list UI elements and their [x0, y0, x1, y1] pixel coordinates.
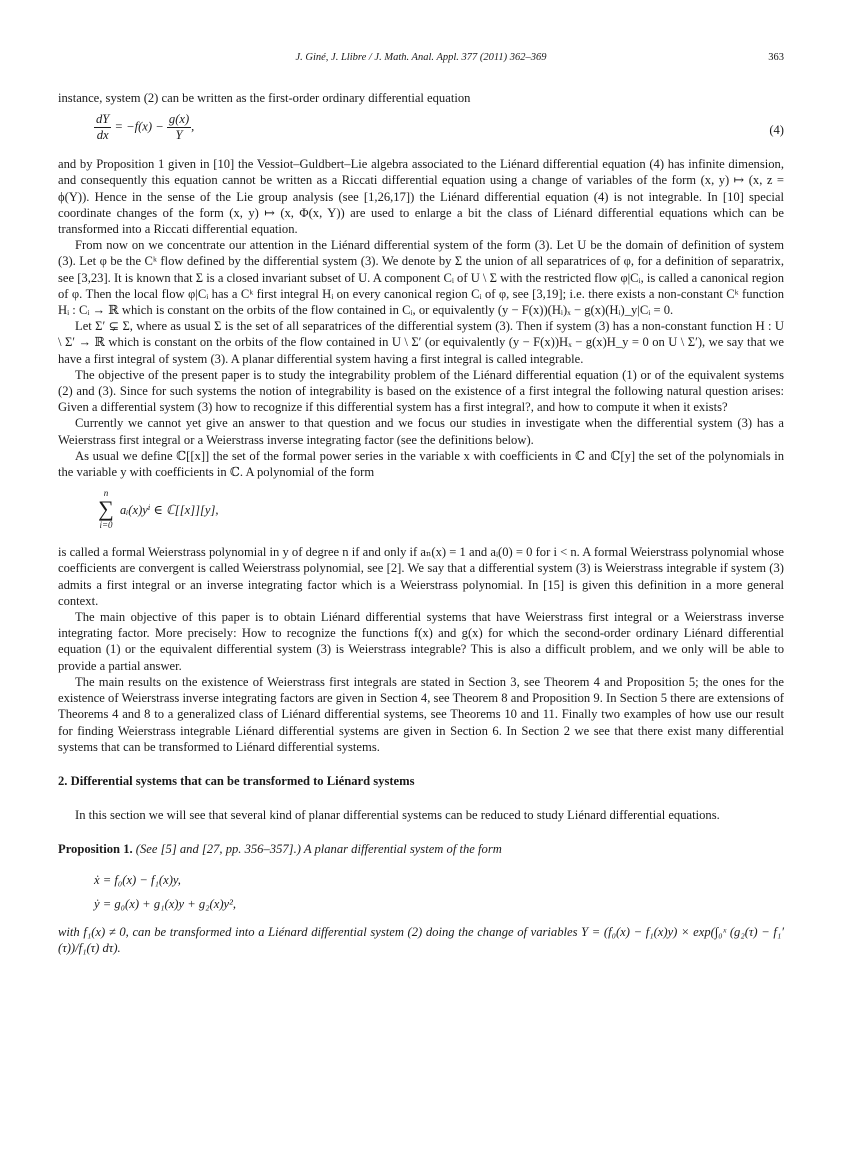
weierstrass-sum-equation — [58, 488, 784, 538]
eq4-lhs-denominator: dx — [96, 128, 109, 143]
paragraph-main-results: The main results on the existence of Weierstrass first integrals are stated in Section 3, see Theorem 4 and Proposition 5; the ones for the existence of Weierstrass inverse integrating factors are given in Section 4, see Theorem 8 and Proposition 9. In Section 5 there are extensions of Theorems 4 and 8 to a generalized class of Liénard differential systems, see Theorems 10 and 11. Finally two examples of how use our result for finding Weierstrass integrable Liénard differential systems are given in Section 6. In Section 2 we see that there exist many differential systems that can be transformed to Liénard differential systems. — [58, 674, 784, 754]
proposition-1 — [58, 841, 784, 857]
sigma-symbol: ∑ — [98, 496, 114, 522]
paragraph-first-integral: Let Σ′ ⊊ Σ, where as usual Σ is the set of all separatrices of the differential system (3). Then if system (3) has a non-constant function H : U \ Σ′ → ℝ which is constant on the orbits of the flow contained in U \ Σ′ (or equivalently (y − F(x))Hₓ − g(x)H_y = 0 on U \ Σ′), we say that we have a first integral of system (3). A planar differential system having a first integral is called integrable. — [58, 319, 784, 366]
paragraph-section-2-intro: In this section we will see that several kind of planar differential systems can be reduced to study Liénard differential equations. — [75, 808, 720, 823]
paragraph-vessiot: and by Proposition 1 given in [10] the Vessiot–Guldbert–Lie algebra associated to the Liénard differential equation (4) has infinite dimension, and consequently this equation cannot be written as a Riccati differential equation using a change of variables of the form (x, y) ↦ (x, z = ϕ(Y)). Hence in the sense of the Lie group analysis (see [1,26,17]) the Liénard differential equation (4) is not integrable. In [10] special coordinate changes of the form (x, y) ↦ (x, Φ(x, Y)) are used to enlarge a bit the class of Liénard differential equations which can be transformed into a Riccati differential equation. — [58, 157, 784, 237]
running-title: J. Giné, J. Llibre / J. Math. Anal. Appl. 377 (2011) 362–369 — [295, 52, 547, 63]
section-2-title: 2. Differential systems that can be transformed to Liénard systems — [58, 773, 415, 788]
proposition-1-label: Proposition 1. — [58, 842, 133, 857]
article-body — [58, 90, 784, 956]
sum-upper-limit: n — [103, 488, 109, 499]
running-header — [58, 52, 784, 68]
eq4-trail: , — [191, 119, 195, 134]
paragraph-formal-weierstrass: is called a formal Weierstrass polynomial in y of degree n if and only if aₙ(x) = 1 and aᵢ(0) = 0 for i < n. A formal Weierstrass polynomial whose coefficients are convergent is called Weierstrass polynomial, see [2]. We say that a differential system (3) is Weierstrass integrable if system (3) admits a first integral or an inverse integrating factor which is a Weierstrass polynomial. In [15] is given this definition in a more general context. — [58, 545, 784, 608]
planar-system — [94, 868, 784, 916]
paragraph-currently: Currently we cannot yet give an answer to that question and we focus our studies in investigate when the differential system (3) has a Weierstrass first integral or a Weierstrass inverse integrating factor (see the definitions below). — [58, 416, 784, 447]
equation-4-expression — [94, 112, 194, 143]
sum-lower-limit: i=0 — [99, 520, 113, 531]
eq4-rhs-numerator: g(x) — [168, 112, 190, 127]
paragraph-domain: From now on we concentrate our attention in the Liénard differential system of the form (3). Let U be the domain of definition of system (3). Let φ be the Cᵏ flow defined by the differential system (3). We denote by Σ the union of all separatrices of φ, for a definition of separatrix, see [3,23]. It is known that Σ is a closed invariant subset of U. A component Cᵢ of U \ Σ with the restricted flow φ|Cᵢ, is called a canonical region of φ. Then the local flow φ|Cᵢ has a Cᵏ first integral Hᵢ on every canonical region Cᵢ of φ, see [3,19]; i.e. there exists a non-constant Cᵏ function Hᵢ : Cᵢ → ℝ which is constant on the orbits of the flow contained in Cᵢ, or equivalently (y − F(x))(Hᵢ)ₓ − g(x)(Hᵢ)_y|Cᵢ = 0. — [58, 238, 784, 318]
sum-operator — [94, 488, 118, 530]
paragraph-definitions: As usual we define ℂ[[x]] the set of the formal power series in the variable x with coefficients in ℂ and ℂ[y] the set of the polynomials in the variable y with coefficients in ℂ. A polynomial of the form — [58, 448, 784, 480]
system-line-1: ẋ = f₀(x) − f₁(x)y, — [94, 872, 181, 887]
sum-body: aᵢ(x)yⁱ ∈ ℂ[[x]][y], — [120, 503, 219, 518]
paragraph-intro: instance, system (2) can be written as the first-order ordinary differential equation — [58, 91, 471, 105]
paragraph-transformation — [58, 924, 784, 956]
equation-4-tag: (4) — [769, 123, 784, 138]
eq4-middle: = −f(x) − — [111, 119, 167, 134]
page-number: 363 — [768, 52, 784, 63]
paragraph-main-objective: The main objective of this paper is to obtain Liénard differential systems that have Weierstrass first integral or a Weierstrass inverse integrating factor. More precisely: How to recognize the functions f(x) and g(x) for which the second-order ordinary Liénard differential equation (1) or the equivalent differential system (3) is Weierstrass integrable? This is also a difficult problem, and we only will be able to provide a partial answer. — [58, 610, 784, 673]
system-line-2: ẏ = g₀(x) + g₁(x)y + g₂(x)y², — [94, 896, 237, 911]
paragraph-objective: The objective of the present paper is to study the integrability problem of the Liénard differential equation (1) or of the equivalent systems (2) and (3). Since for such systems the notion of integrability is based on the existence of a first integral the following natural question arises: Given a differential system (3) how to recognize if this differential system has a first integral?, and how to compute it when it exists? — [58, 367, 784, 415]
transformation-text: with f₁(x) ≠ 0, can be transformed into a Liénard differential system (2) doing the change of variables Y = (f₀(x) − f₁(x)y) × exp(∫₀ˣ (g₂(τ) − f₁′(τ))/f₁(τ) dτ). — [58, 924, 784, 955]
eq4-rhs-denominator: Y — [175, 128, 183, 143]
proposition-1-text: (See [5] and [27, pp. 356–357].) A planar differential system of the form — [135, 842, 502, 857]
eq4-lhs-numerator: dY — [96, 112, 110, 127]
equation-4 — [58, 112, 784, 150]
